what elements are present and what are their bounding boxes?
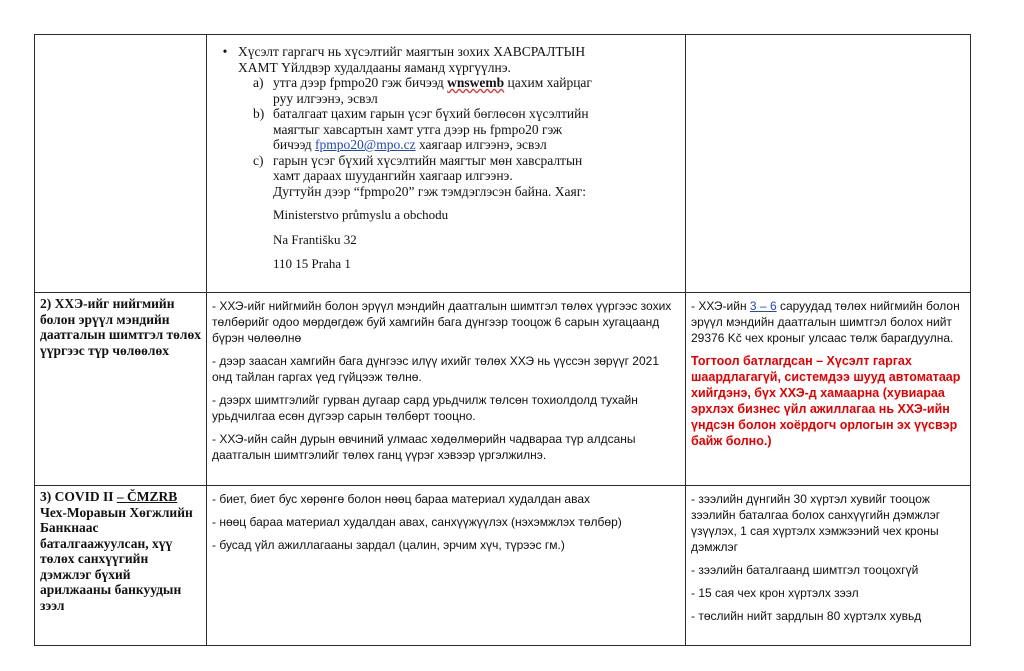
list-item: b) баталгаат цахим гарын үсэг бүхий бөглөсөн хүсэлтийн маягтыг хавсартын хамт утга дээр нь fpmpo20 гэж бичээд fpmpo20@mpo.cz хаягаар илгээнэ, эсвэл (253, 106, 589, 152)
row3-heading-cell (35, 486, 207, 646)
bullet-text: Хүсэлт гаргагч нь хүсэлтийг маягтын зохих ХАВСРАЛТЫН (238, 44, 586, 59)
bullet-text: ХАМТ Үйлдвэр худалдааны яаманд хүргүүлнэ. (238, 59, 511, 75)
row2-note-cell: - ХХЭ-ийн 3 – 6 саруудад төлөх нийгмийн болон эрүүл мэндийн даатгалын шимтгэл болох нийт 29376 Kč чех кроныг улсаас төлж барагдуулна. Тогтоол батлагдсан – Хүсэлт гаргах шаардлагагүй, системдээ шууд автоматаар хийгдэнэ, бүх ХХЭ-д хамаарна (хувиараа эрхлэх бизнес үйл ажиллагаа нь ХХЭ-ийн үндсэн болон хоёрдогч орлогын эх үүсвэр байж болно.) (686, 293, 971, 486)
table-row (35, 293, 971, 486)
postal-address: Ministerstvo průmyslu a obchodu Na Františku 32 110 15 Praha 1 (273, 207, 449, 271)
bullet-icon: • (222, 44, 228, 59)
row3-note-cell: - зээлийн дүнгийн 30 хүртэл хувийг тооцож зээлийн баталгаа болох санхүүгийн дэмжлэг үзүүлэх, 1 сая хүртэлх хэмжээний чех кроны дэмжлэг - зээлийн баталгаанд шимтгэл тооцохгүй - 15 сая чех крон хүртэлх зээл - төслийн нийт зардлын 80 хүртэлх хувьд (686, 486, 971, 646)
row3-content-cell: - биет, биет бус хөрөнгө болон нөөц бараа материал худалдан авах - нөөц бараа материал худалдан авах, санхүүжүүлэх (нэхэмжлэх төлбөр) - бусад үйл ажиллагааны зардал (цалин, эрчим хүч, түрээс гм.) (207, 486, 686, 646)
row2-content-cell: - ХХЭ-ийг нийгмийн болон эрүүл мэндийн даатгалын шимтгэл төлөх үүргээс зохих төлбөрийг одоо мөрдөгдөж буй хамгийн бага дүнгээр тооцож 6 сарын хугацаанд бүрэн чөлөөлнө - дээр заасан хамгийн бага дүнгээс илүү ихийг төлөх ХХЭ нь үүссэн зөрүүг 2021 онд тайлан гаргах үед гүйцээж төлнө. - дээрх шимтгэлийг гурван дугаар сард урьдчилж төлсөн тохиолдолд тухайн урьдчилгаа есөн дүгээр сарын төлбөрт тооцно. - ХХЭ-ийн сайн дурын өвчиний улмаас хөдөлмөрийн чадвараа түр алдсаны даатгалын шимтгэлийг төлөх ганц үүрэг хэвээр үргэлжилнэ. (207, 293, 686, 486)
email-link[interactable]: fpmpo20@mpo.cz (315, 137, 416, 152)
table-row (35, 486, 971, 646)
status-note: Тогтоол батлагдсан – Хүсэлт гаргах шаардлагагүй, системдээ шууд автоматаар хийгдэнэ, бүх ХХЭ-д хамаарна (хувиараа эрхлэх бизнес үйл ажиллагаа нь ХХЭ-ийн үндсэн болон хоёрдогч орлогын эх үүсвэр байж болно.) (691, 354, 961, 448)
row1-note-cell (686, 35, 971, 293)
row-heading: 2) ХХЭ-ийг нийгмийн болон эрүүл мэндийн даатгалын шимтгэл төлөх үүргээс түр чөлөөлөх (40, 296, 202, 358)
row2-heading-cell (35, 293, 207, 486)
row1-heading-cell (35, 35, 207, 293)
databox-id: wnswemb (447, 75, 505, 90)
row1-content-cell (207, 35, 686, 293)
list-item: a) утга дээр fpmpo20 гэж бичээд wnswemb цахим хайрцаг руу илгээнэ, эсвэл (253, 75, 592, 106)
row-heading: 3) COVID II – ČMZRB Чех-Моравын Хөгжлийн Банкнаас баталгаажуулсан, хүү төлөх санхүүгийн дэмжлэг бүхий арилжааны банкуудын зээл (40, 489, 193, 613)
info-table (34, 34, 971, 646)
list-item: c) гарын үсэг бүхий хүсэлтийн маягтыг мөн хавсралтын хамт дараах шуудангийн хаягаар илгээнэ. Дугтуйн дээр “fpmpo20” гэж тэмдэглэсэн байна. Хаяг: (253, 152, 587, 199)
table-row (35, 35, 971, 293)
